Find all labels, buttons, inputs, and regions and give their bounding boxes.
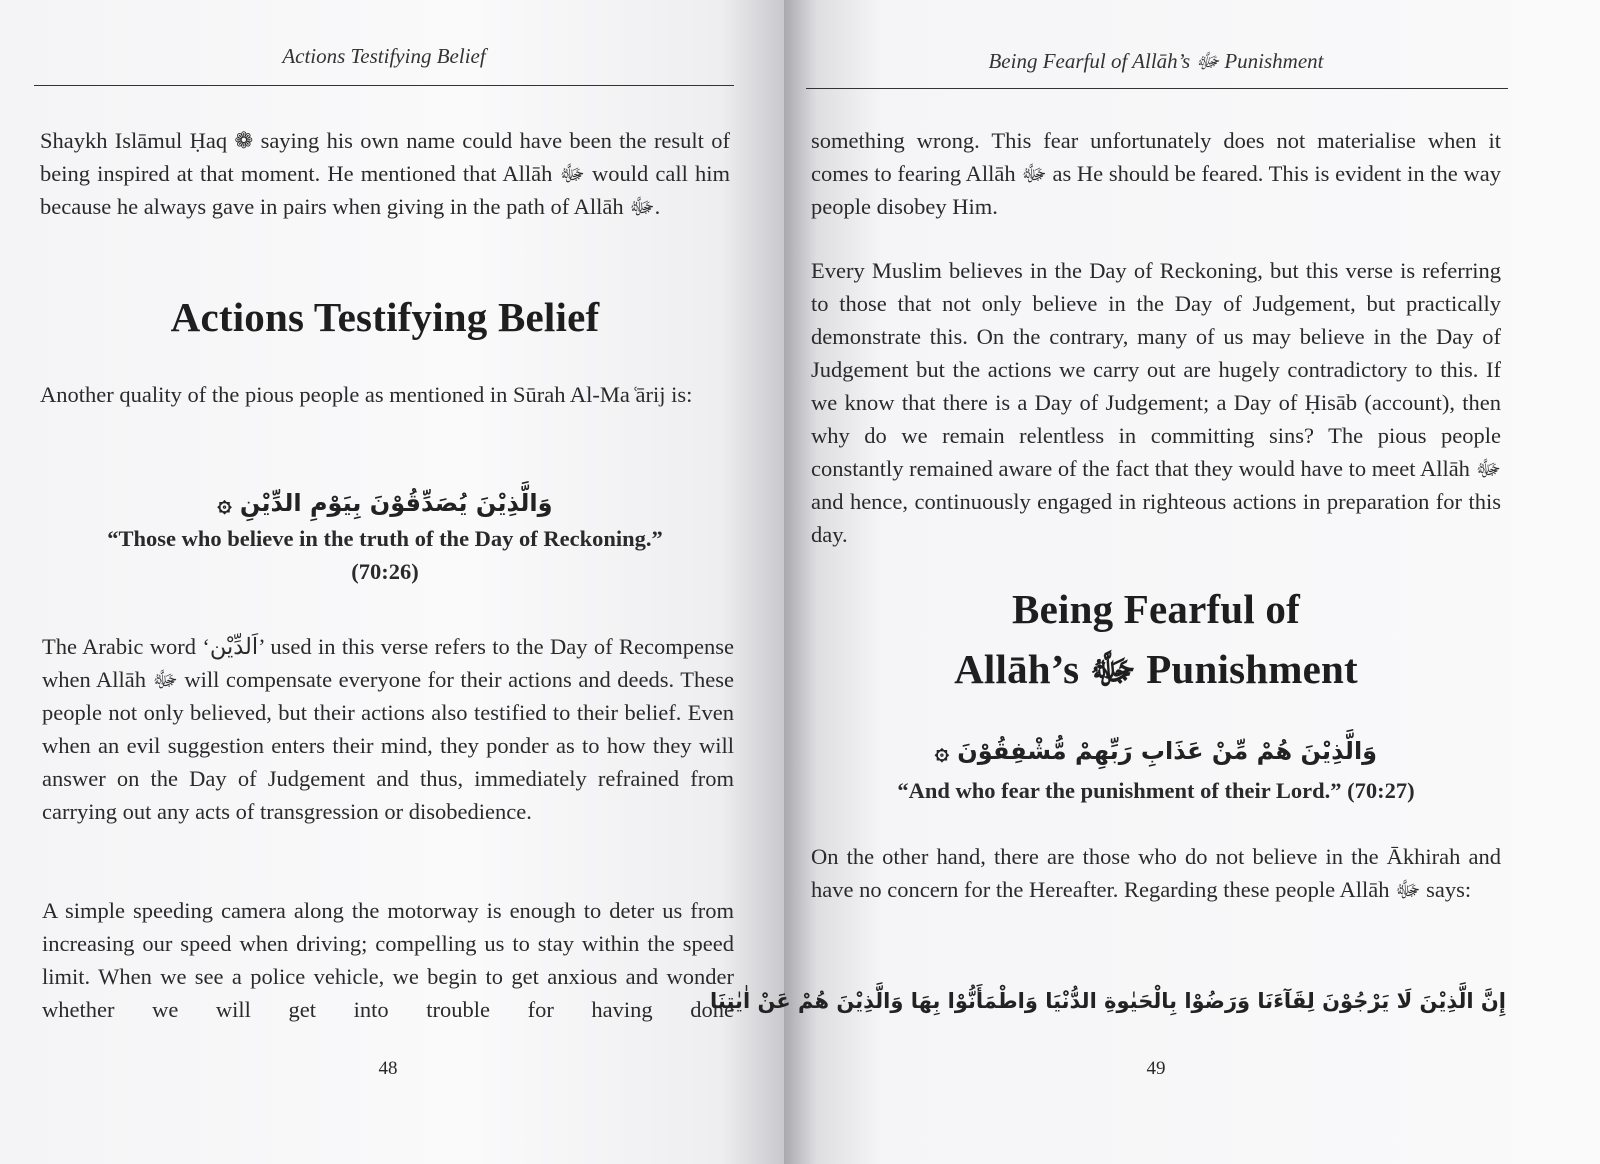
arabic-verse-70-27: وَالَّذِيْنَ هُمْ مِّنْ عَذَابِ رَبِّهِمْ مُّشْفِقُوْنَ ۞ [934,737,1378,765]
arabic-verse-10-7: إِنَّ الَّذِيْنَ لَا يَرْجُوْنَ لِقَآءَنَا وَرَضُوْا بِالْحَيٰوةِ الدُّنْيَا وَاطْمَأَنُّوْا بِهَا وَالَّذِيْنَ هُمْ عَنْ اٰيٰتِنَا [710,989,1506,1013]
verse-translation-70-27: “And who fear the punishment of their Lord.” (70:27) [897,778,1415,803]
page-number-right: 49 [1146,1058,1166,1079]
paragraph-continued: something wrong. This fear unfortunately does not materialise when it comes to fearing Allāh ﷻ as He should be feared. This is evident in the way people disobey Him. [811,128,1501,219]
verse-translation-70-26: “Those who believe in the truth of the Day of Reckoning.” (70:26) [107,526,663,584]
header-rule-left [34,85,734,86]
section-heading-fearful-line1: Being Fearful of [1012,586,1300,632]
paragraph-quality: Another quality of the pious people as mentioned in Sūrah Al-Ma ͑ārij is: [40,382,693,407]
left-page [0,0,784,1164]
paragraph-intro: Shaykh Islāmul Ḥaq ❁ saying his own name could have been the result of being inspired at that moment. He mentioned that Allāh ﷻ would call him because he always gave in pairs when giving in the path of Allāh ﷻ. [40,128,731,219]
arabic-verse-70-26: وَالَّذِيْنَ يُصَدِّقُوْنَ بِيَوْمِ الدِّيْنِ ۞ [217,489,553,517]
section-heading-fearful-line2: Allāh’s ﷻ Punishment [954,646,1358,692]
running-head-right: Being Fearful of Allāh’s ﷻ Punishment [988,49,1324,73]
page-number-left: 48 [378,1058,398,1079]
right-page [710,0,1600,1164]
header-rule-right [806,88,1508,89]
paragraph-speeding-camera: A simple speeding camera along the motorway is enough to deter us from increasing our speed when driving; compelling us to stay within the speed limit. When we see a police vehicle, we begin to get anxious and wonder whether we will get into trouble for having done [42,898,734,1022]
section-heading-actions: Actions Testifying Belief [170,294,600,340]
running-head-left: Actions Testifying Belief [282,44,486,68]
paragraph-arabic-word: The Arabic word ‘اَلدِّيْن’ used in this verse refers to the Day of Recompense when Allāh ﷻ will compensate everyone for their actions and deeds. These people not only believed, but their actions also testified to their belief. Even when an evil suggestion enters their mind, they ponder as to how they will answer on the Day of Judgement and thus, immediately refrained from carrying out any acts of transgression or disobedience. [42,634,734,824]
paragraph-other-hand: On the other hand, there are those who do not believe in the Ākhirah and have no concern for the Hereafter. Regarding these people Allāh ﷻ says: [811,844,1501,902]
paragraph-day-of-reckoning: Every Muslim believes in the Day of Reckoning, but this verse is referring to those that not only believe in the Day of Judgement, but practically demonstrate this. On the contrary, many of us may believe in the Day of Judgement but the actions we carry out are hugely contradictory to this. If we know that there is a Day of Judgement; a Day of Ḥisāb (account), then why do we remain relentless in committing sins? The pious people constantly remained aware of the fact that they would have to meet Allāh ﷻ and hence, continuously engaged in righteous actions in preparation for this day. [811,258,1501,547]
